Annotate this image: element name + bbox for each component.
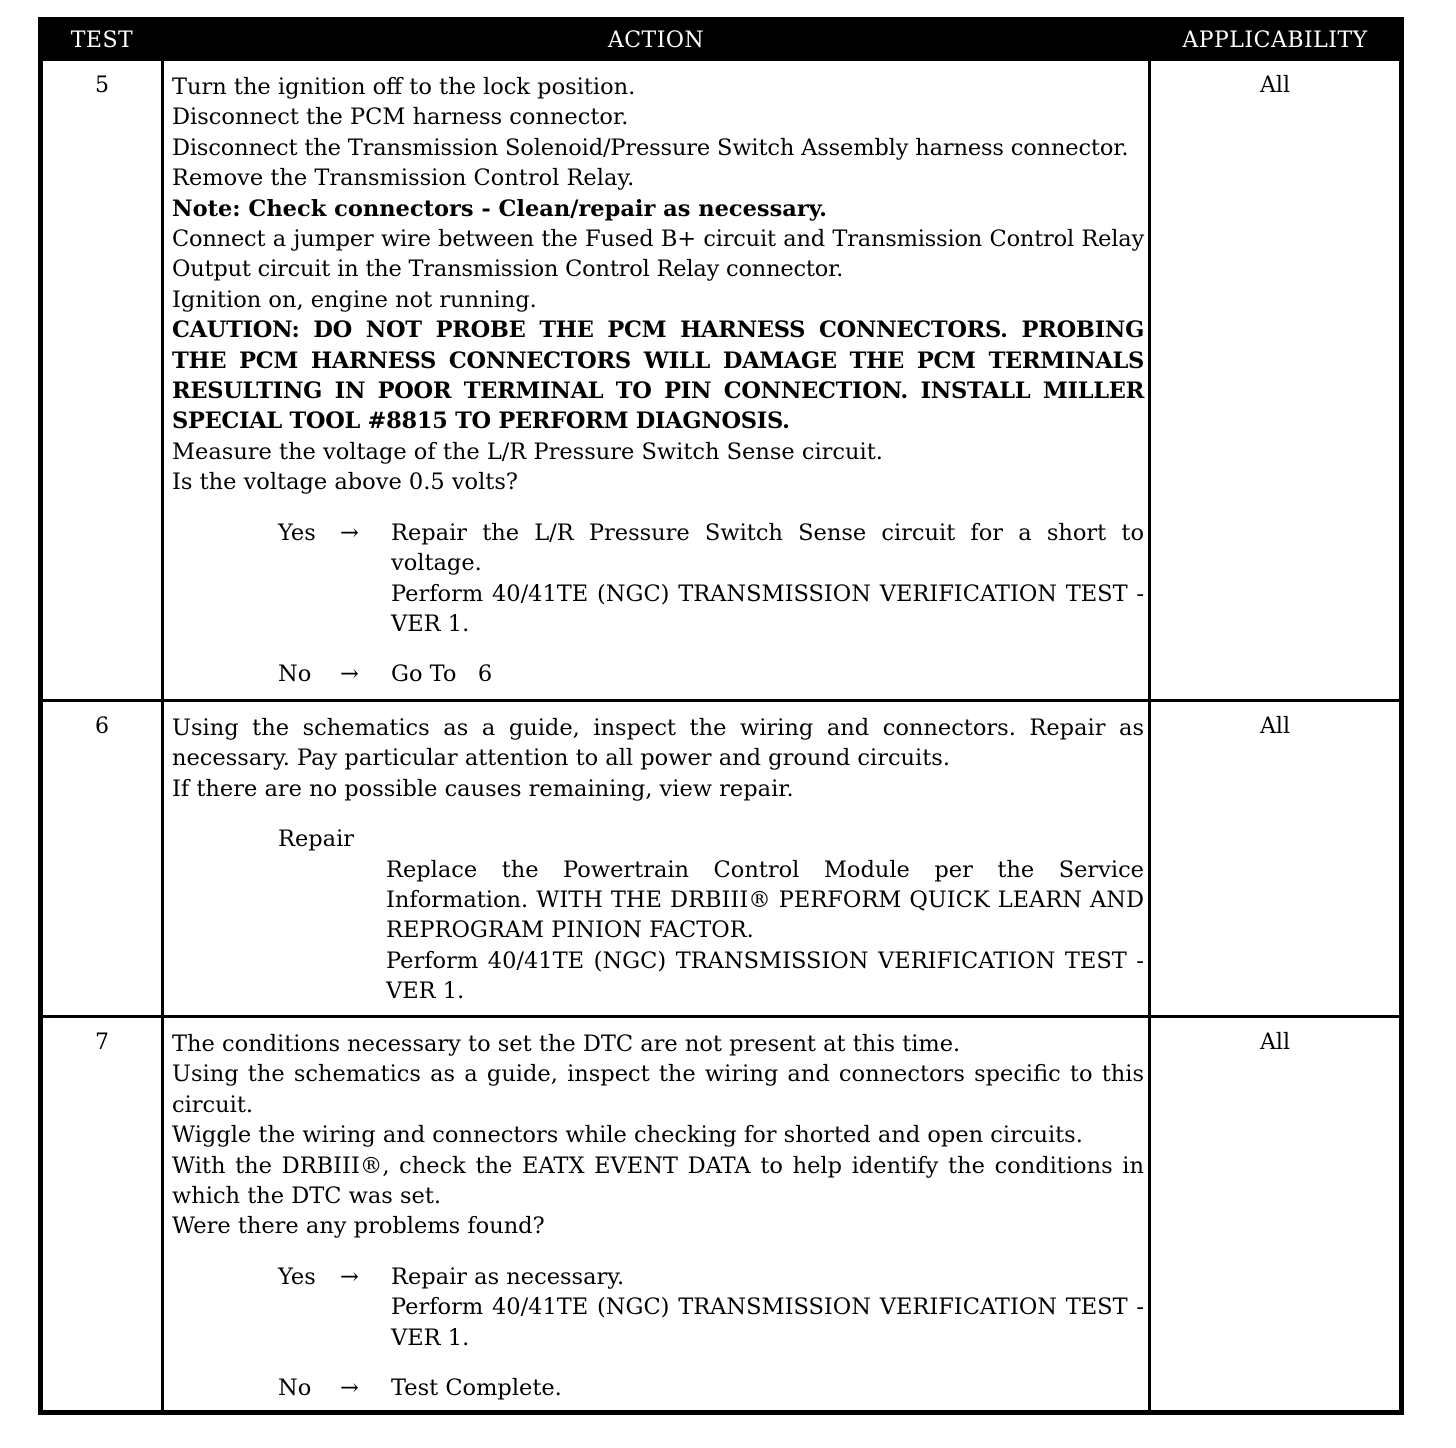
test-number: 6 xyxy=(95,714,109,739)
no-label: No xyxy=(278,1375,312,1402)
row-divider xyxy=(43,699,1399,702)
action-step: Disconnect the Transmission Solenoid/Pressure Switch Assembly harness connector. xyxy=(172,134,1129,161)
diagnostic-table xyxy=(38,17,1404,1415)
yes-answer xyxy=(172,518,1144,640)
row-divider xyxy=(43,1015,1399,1018)
action-step: Were there any problems found? xyxy=(172,1213,545,1240)
action-step: With the DRBIII®, check the EATX EVENT DATA to help identify the conditions in which the DTC was set. xyxy=(172,1152,1144,1210)
yes-label: Yes xyxy=(278,1263,316,1290)
action-cell xyxy=(172,1029,1144,1403)
answer-text: Repair the L/R Pressure Switch Sense circuit for a short to voltage. xyxy=(391,519,1144,577)
action-step: Wiggle the wiring and connectors while checking for shorted and open circuits. xyxy=(172,1122,1083,1149)
header-test: TEST xyxy=(70,28,134,53)
answer-text: Go To 6 xyxy=(391,661,493,688)
action-step: Connect a jumper wire between the Fused B+ circuit and Transmission Control Relay Output circuit in the Transmission Control Relay connector. xyxy=(172,226,1144,283)
repair-block xyxy=(172,824,1144,1006)
caution-text: CAUTION: DO NOT PROBE THE PCM HARNESS CONNECTORS. PROBING THE PCM HARNESS CONNECTORS WILL DAMAGE THE PCM TERMINALS RESULTING IN POOR TERMINAL TO PIN CONNECTION. INSTALL MILLER SPECIAL TOOL #8815 TO PERFORM DIAGNOSIS. xyxy=(172,317,1144,435)
no-label: No xyxy=(278,661,312,688)
action-step: Turn the ignition off to the lock position. xyxy=(172,74,636,100)
column-divider xyxy=(161,61,164,1410)
no-answer xyxy=(172,1373,1144,1403)
arrow-icon: → xyxy=(340,661,359,688)
action-cell xyxy=(172,713,1144,1007)
answer-text: Repair as necessary. xyxy=(391,1263,625,1290)
header-action: ACTION xyxy=(607,28,705,53)
action-step: If there are no possible causes remaining, view repair. xyxy=(172,775,794,802)
applicability-value: All xyxy=(1260,714,1290,739)
action-step: Ignition on, engine not running. xyxy=(172,286,537,313)
action-step: Is the voltage above 0.5 volts? xyxy=(172,469,518,496)
action-step: Disconnect the PCM harness connector. xyxy=(172,104,629,131)
applicability-value: All xyxy=(1260,73,1290,98)
applicability-value: All xyxy=(1260,1030,1290,1055)
no-answer xyxy=(172,659,1144,689)
action-step: Remove the Transmission Control Relay. xyxy=(172,165,635,192)
answer-text: Test Complete. xyxy=(391,1375,562,1402)
answer-text: Perform 40/41TE (NGC) TRANSMISSION VERIFICATION TEST - VER 1. xyxy=(391,1294,1144,1351)
repair-text: Perform 40/41TE (NGC) TRANSMISSION VERIFICATION TEST - VER 1. xyxy=(386,947,1144,1005)
note-text: Note: Check connectors - Clean/repair as necessary. xyxy=(172,195,827,222)
arrow-icon: → xyxy=(340,1263,359,1290)
yes-answer xyxy=(172,1262,1144,1353)
table-header xyxy=(43,22,1399,61)
arrow-icon: → xyxy=(340,519,359,546)
action-step: The conditions necessary to set the DTC are not present at this time. xyxy=(172,1031,961,1057)
test-number: 5 xyxy=(95,73,109,98)
header-applicability: APPLICABILITY xyxy=(1182,28,1368,53)
action-step: Using the schematics as a guide, inspect the wiring and connectors specific to this circuit. xyxy=(172,1061,1144,1118)
action-step: Using the schematics as a guide, inspect the wiring and connectors. Repair as necessary. Pay particular attention to all power and ground circuits. xyxy=(172,715,1144,772)
repair-label: Repair xyxy=(278,826,355,853)
arrow-icon: → xyxy=(340,1375,359,1402)
test-number: 7 xyxy=(95,1030,109,1055)
action-step: Measure the voltage of the L/R Pressure Switch Sense circuit. xyxy=(172,438,883,465)
answer-text: Perform 40/41TE (NGC) TRANSMISSION VERIFICATION TEST - VER 1. xyxy=(391,580,1144,637)
repair-text: Replace the Powertrain Control Module per the Service Information. WITH THE DRBIII® PERFORM QUICK LEARN AND REPROGRAM PINION FACTOR. xyxy=(386,856,1144,944)
action-cell xyxy=(172,72,1144,690)
yes-label: Yes xyxy=(278,519,316,546)
